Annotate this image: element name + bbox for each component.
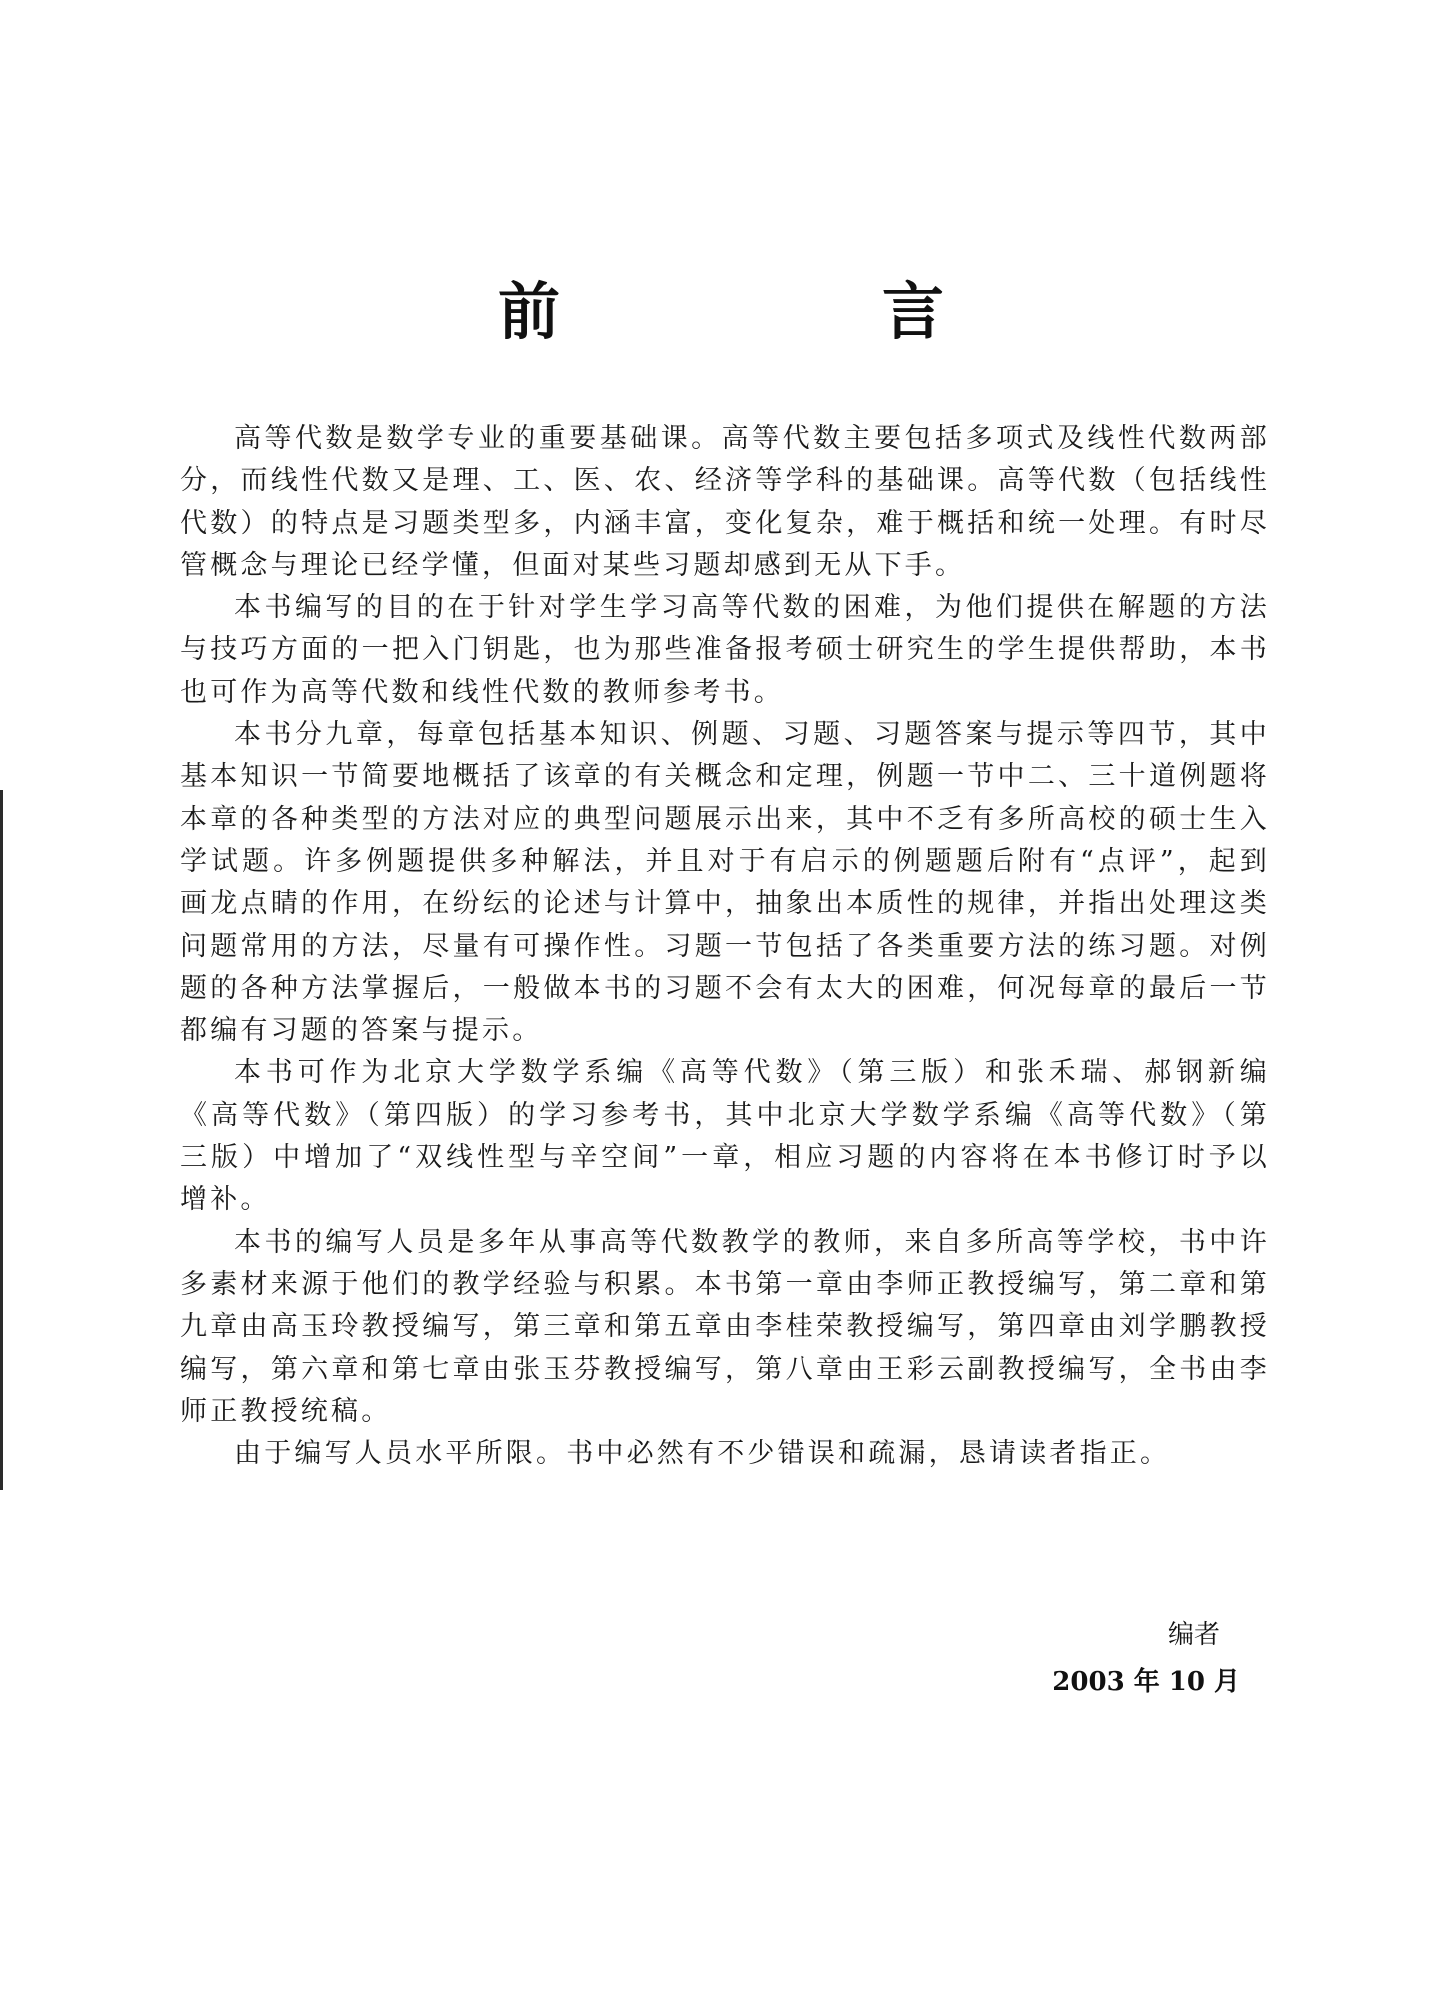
author-signature: 编者	[1167, 1620, 1220, 1650]
preface-body	[180, 418, 1270, 1475]
page-title: 前 言	[497, 274, 1074, 348]
scan-edge-mark	[0, 790, 3, 1490]
paragraph: 本书可作为北京大学数学系编《高等代数》（第三版）和张禾瑞、郝钢新编《高等代数》（第四版）的学习参考书，其中北京大学数学系编《高等代数》（第三版）中增加了“双线性型与辛空间”一章，相应习题的内容将在本书修订时予以增补。	[180, 1057, 1270, 1216]
paragraph: 本书编写的目的在于针对学生学习高等代数的困难，为他们提供在解题的方法与技巧方面的一把入门钥匙，也为那些准备报考硕士研究生的学生提供帮助，本书也可作为高等代数和线性代数的教师参考书。	[180, 592, 1270, 708]
paragraph: 由于编写人员水平所限。书中必然有不少错误和疏漏，恳请读者指正。	[234, 1438, 1171, 1470]
paragraph: 本书分九章，每章包括基本知识、例题、习题、习题答案与提示等四节，其中基本知识一节简要地概括了该章的有关概念和定理，例题一节中二、三十道例题将本章的各种类型的方法对应的典型问题展示出来，其中不乏有多所高校的硕士生入学试题。许多例题提供多种解法，并且对于有启示的例题题后附有“点评”，起到画龙点睛的作用，在纷纭的论述与计算中，抽象出本质性的规律，并指出处理这类问题常用的方法，尽量有可操作性。习题一节包括了各类重要方法的练习题。对例题的各种方法掌握后，一般做本书的习题不会有太大的困难，何况每章的最后一节都编有习题的答案与提示。	[180, 719, 1270, 1047]
paragraph: 本书的编写人员是多年从事高等代数教学的教师，来自多所高等学校，书中许多素材来源于他们的教学经验与积累。本书第一章由李师正教授编写，第二章和第九章由高玉玲教授编写，第三章和第五章由李桂荣教授编写，第四章由刘学鹏教授编写，第六章和第七章由张玉芬教授编写，第八章由王彩云副教授编写，全书由李师正教授统稿。	[180, 1226, 1270, 1427]
publication-date: 2003 年 10 月	[1052, 1667, 1240, 1697]
paragraph: 高等代数是数学专业的重要基础课。高等代数主要包括多项式及线性代数两部分，而线性代数又是理、工、医、农、经济等学科的基础课。高等代数（包括线性代数）的特点是习题类型多，内涵丰富，变化复杂，难于概括和统一处理。有时尽管概念与理论已经学懂，但面对某些习题却感到无从下手。	[180, 423, 1270, 581]
